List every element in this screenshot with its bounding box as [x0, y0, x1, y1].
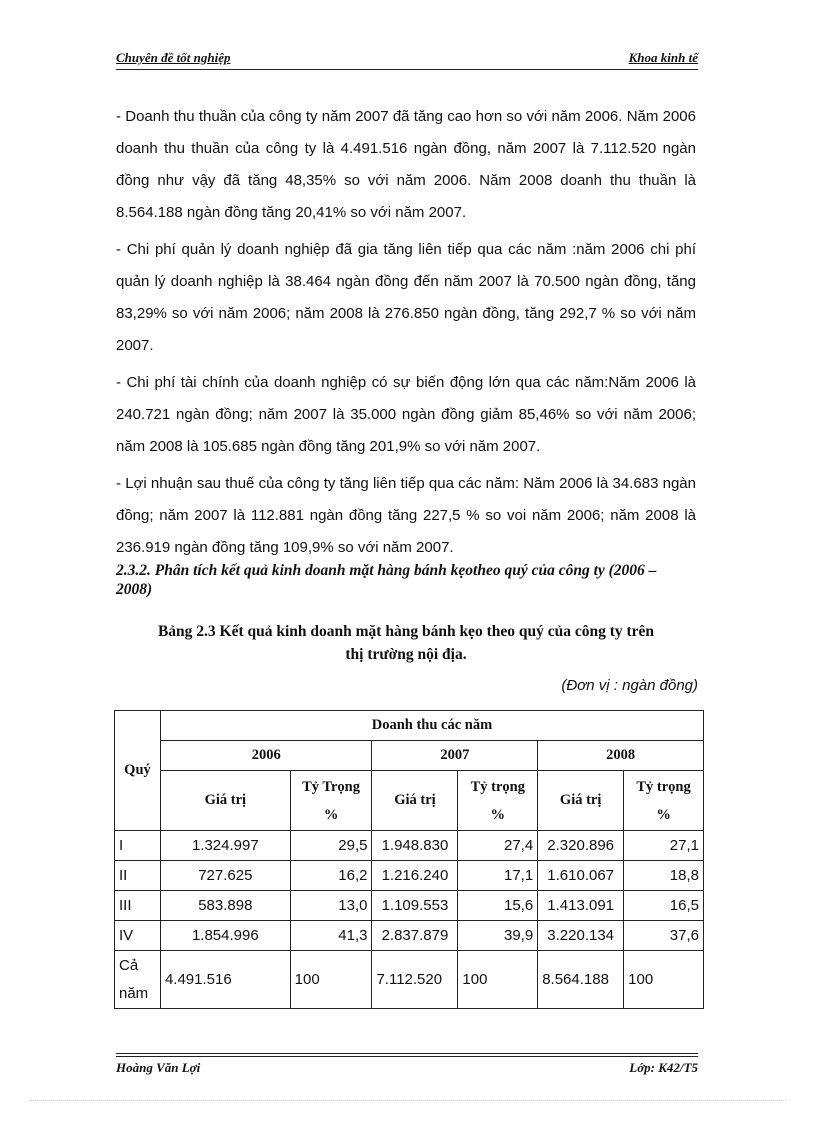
value-header-2006: Giá trị — [160, 771, 290, 831]
share-header-2006: Tỷ Trọng % — [290, 771, 372, 831]
header-divider — [116, 69, 698, 70]
year-header-2008: 2008 — [538, 741, 704, 771]
cell-value: 727.625 — [160, 861, 290, 891]
cell-share: 27,4 — [458, 831, 538, 861]
cell-share: 16,5 — [624, 891, 704, 921]
cell-value: 1.413.091 — [538, 891, 624, 921]
page-header — [116, 50, 698, 68]
cell-value: 2.837.879 — [372, 921, 458, 951]
row-quarter: I — [115, 831, 161, 861]
section-title: 2.3.2. Phân tích kết quả kinh doanh mặt hàng bánh kẹotheo quý của công ty (2006 – 2008) — [116, 562, 657, 598]
table-title-line1: Bảng 2.3 Kết quả kinh doanh mặt hàng bánh kẹo theo quý của công ty trên — [157, 623, 655, 640]
body-text — [116, 101, 696, 569]
value-header-2007: Giá trị — [372, 771, 458, 831]
unit-note: (Đơn vị : ngàn đồng) — [561, 677, 698, 694]
paragraph-revenue: - Doanh thu thuần của công ty năm 2007 đã tăng cao hơn so với năm 2006. Năm 2006 doanh thu thuần của công ty là 4.491.516 ngàn đồng, năm 2007 là 7.112.520 ngàn đồng như vậy đã tăng 48,35% so với năm 2006. Năm 2008 doanh thu thuần là 8.564.188 ngàn đồng tăng 20,41% so với năm 2007. — [116, 108, 696, 221]
cell-share: 13,0 — [290, 891, 372, 921]
page-footer — [116, 1060, 698, 1076]
cell-value: 1.854.996 — [160, 921, 290, 951]
cell-share: 27,1 — [624, 831, 704, 861]
cell-value: 1.610.067 — [538, 861, 624, 891]
revenue-table — [114, 710, 704, 1009]
cell-share: 100 — [290, 951, 372, 1009]
year-header-2007: 2007 — [372, 741, 538, 771]
cell-value: 1.109.553 — [372, 891, 458, 921]
page-break-line — [30, 1100, 786, 1101]
header-right: Khoa kinh tế — [628, 50, 698, 65]
cell-share: 100 — [458, 951, 538, 1009]
quarter-header: Quý — [115, 711, 161, 831]
footer-left: Hoàng Văn Lợi — [116, 1060, 201, 1075]
cell-share: 18,8 — [624, 861, 704, 891]
row-quarter: IV — [115, 921, 161, 951]
table-title — [116, 620, 696, 666]
footer-divider-top — [116, 1053, 698, 1054]
cell-share: 15,6 — [458, 891, 538, 921]
footer-right: Lớp: K42/T5 — [629, 1060, 698, 1075]
cell-value: 7.112.520 — [372, 951, 458, 1009]
cell-value: 8.564.188 — [538, 951, 624, 1009]
cell-share: 17,1 — [458, 861, 538, 891]
header-left: Chuyên đề tốt nghiệp — [116, 50, 231, 65]
footer-divider-bottom — [116, 1056, 698, 1057]
cell-share: 29,5 — [290, 831, 372, 861]
value-header-2008: Giá trị — [538, 771, 624, 831]
cell-value: 1.324.997 — [160, 831, 290, 861]
cell-value: 4.491.516 — [160, 951, 290, 1009]
revenue-header: Doanh thu các năm — [160, 711, 703, 741]
cell-value: 1.948.830 — [372, 831, 458, 861]
cell-share: 37,6 — [624, 921, 704, 951]
table-title-line2: thị trường nội địa. — [345, 646, 467, 663]
cell-share: 16,2 — [290, 861, 372, 891]
cell-value: 1.216.240 — [372, 861, 458, 891]
cell-value: 3.220.134 — [538, 921, 624, 951]
paragraph-financial-cost: - Chi phí tài chính của doanh nghiệp có sự biến động lớn qua các năm:Năm 2006 là 240.721 ngàn đồng; năm 2007 là 35.000 ngàn đồng giảm 85,46% so với năm 2006; năm 2008 là 105.685 ngàn đồng tăng 201,9% so với năm 2007. — [116, 374, 696, 455]
share-header-2007: Tỷ trọng % — [458, 771, 538, 831]
cell-value: 583.898 — [160, 891, 290, 921]
cell-value: 2.320.896 — [538, 831, 624, 861]
paragraph-management-cost: - Chi phí quản lý doanh nghiệp đã gia tăng liên tiếp qua các năm :năm 2006 chi phí quản lý doanh nghiệp là 38.464 ngàn đồng đến năm 2007 là 70.500 ngàn đồng, tăng 83,29% so với năm 2006; năm 2008 là 276.850 ngàn đồng, tăng 292,7 % so với năm 2007. — [116, 241, 696, 354]
row-quarter: III — [115, 891, 161, 921]
cell-share: 100 — [624, 951, 704, 1009]
table-row — [115, 921, 704, 951]
cell-share: 39,9 — [458, 921, 538, 951]
row-quarter: II — [115, 861, 161, 891]
year-header-2006: 2006 — [160, 741, 372, 771]
table-row-total — [115, 951, 704, 1009]
table-row — [115, 891, 704, 921]
table-row — [115, 861, 704, 891]
paragraph-profit: - Lợi nhuận sau thuế của công ty tăng liên tiếp qua các năm: Năm 2006 là 34.683 ngàn đồng; năm 2007 là 112.881 ngàn đồng tăng 227,5 % so voi năm 2006; năm 2008 là 236.919 ngàn đồng tăng 109,9% so với năm 2007. — [116, 475, 696, 556]
row-quarter: Cả năm — [115, 951, 161, 1009]
table-row — [115, 831, 704, 861]
share-header-2008: Tỷ trọng % — [624, 771, 704, 831]
cell-share: 41,3 — [290, 921, 372, 951]
